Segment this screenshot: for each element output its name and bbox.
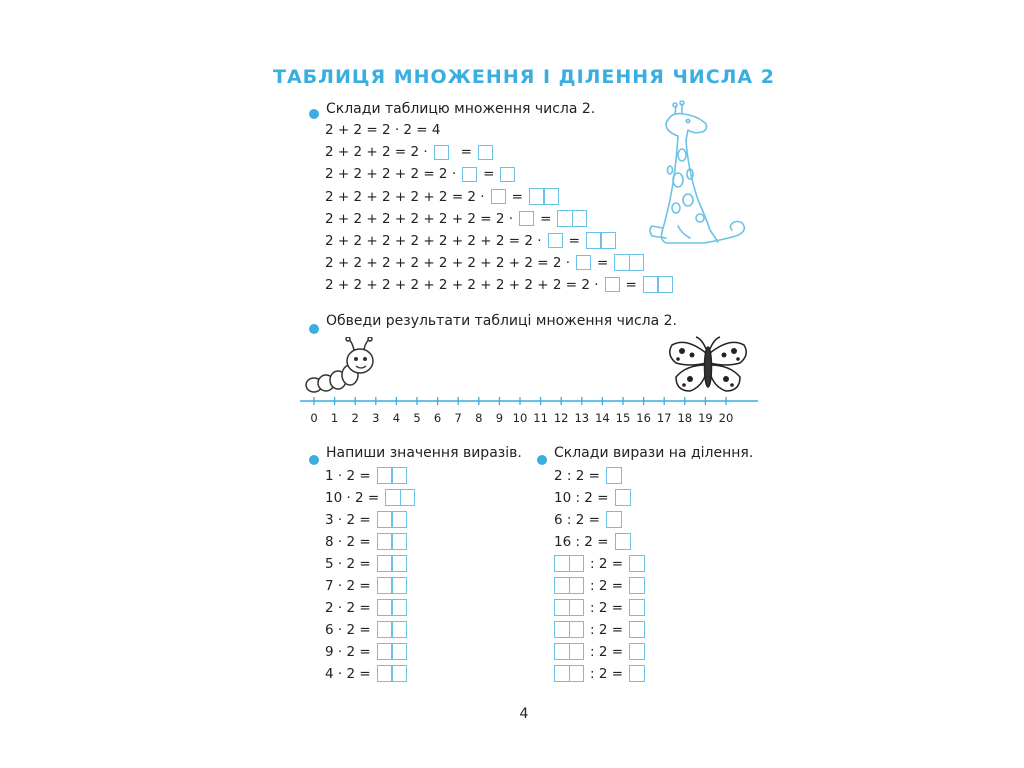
number-line-label[interactable]: 9 [495, 411, 504, 425]
expression: 4 · 2 = [325, 665, 371, 682]
number-line-label[interactable]: 13 [574, 411, 590, 425]
answer-box[interactable] [491, 189, 506, 204]
task4-line [554, 467, 622, 484]
task4-bullet [537, 450, 547, 469]
answer-box[interactable] [629, 555, 645, 572]
dividend-box[interactable] [554, 577, 584, 594]
task1-line: 2 + 2 + 2 + 2 + 2 + 2 + 2 + 2 + 2 = 2 · = [325, 276, 673, 293]
answer-box[interactable] [548, 233, 563, 248]
page-number: 4 [519, 706, 529, 722]
answer-box[interactable] [629, 577, 645, 594]
expression: 6 : 2 = [554, 511, 600, 528]
answer-box-double[interactable] [377, 555, 407, 572]
task4-blank-line [554, 599, 645, 616]
number-line-label[interactable]: 3 [372, 411, 380, 425]
task1-line: 2 + 2 + 2 = 2 · = [325, 144, 493, 160]
number-line-label[interactable]: 11 [533, 411, 548, 425]
answer-box-double[interactable] [643, 276, 673, 293]
task1-line: 2 + 2 + 2 + 2 + 2 + 2 + 2 + 2 = 2 · = [325, 254, 644, 271]
division-operator: : 2 = [590, 599, 624, 616]
task3-line [325, 511, 407, 528]
expression: 8 · 2 = [325, 533, 371, 550]
task1-line: 2 + 2 + 2 + 2 + 2 = 2 · = [325, 188, 559, 205]
answer-box-double[interactable] [557, 210, 587, 227]
number-line-label[interactable]: 10 [512, 411, 528, 425]
answer-box-double[interactable] [377, 511, 407, 528]
task1-line: 2 + 2 + 2 + 2 = 2 · = [325, 166, 515, 182]
answer-box[interactable] [629, 599, 645, 616]
answer-box-double[interactable] [586, 232, 616, 249]
task1-instruction: Склади таблицю множення числа 2. [326, 101, 596, 117]
division-operator: : 2 = [590, 621, 624, 638]
task3-line [325, 577, 407, 594]
answer-box[interactable] [629, 665, 645, 682]
answer-box-double[interactable] [377, 665, 407, 682]
number-line [300, 396, 760, 410]
dividend-box[interactable] [554, 555, 584, 572]
answer-box[interactable] [615, 489, 631, 506]
task4-blank-line [554, 555, 645, 572]
expression: 9 · 2 = [325, 643, 371, 660]
task4-line [554, 533, 631, 550]
task3-line [325, 643, 407, 660]
division-operator: : 2 = [590, 665, 624, 682]
giraffe-icon [648, 100, 748, 255]
number-line-label[interactable]: 2 [351, 411, 359, 425]
answer-box[interactable] [500, 167, 515, 182]
number-line-label[interactable]: 18 [677, 411, 693, 425]
answer-box[interactable] [519, 211, 534, 226]
task4-line [554, 489, 631, 506]
number-line-label[interactable]: 12 [553, 411, 569, 425]
number-line-label[interactable]: 20 [718, 411, 734, 425]
answer-box[interactable] [606, 511, 622, 528]
answer-box[interactable] [434, 145, 449, 160]
answer-box-double[interactable] [614, 254, 644, 271]
dividend-box[interactable] [554, 621, 584, 638]
task3-line [325, 555, 407, 572]
expression: 2 · 2 = [325, 599, 371, 616]
task4-blank-line [554, 665, 645, 682]
expression: 16 : 2 = [554, 533, 609, 550]
answer-box[interactable] [629, 621, 645, 638]
expression: 10 · 2 = [325, 489, 380, 506]
number-line-label[interactable]: 0 [310, 411, 318, 425]
task1-line: 2 + 2 + 2 + 2 + 2 + 2 = 2 · = [325, 210, 587, 227]
answer-box-double[interactable] [377, 467, 407, 484]
caterpillar-icon [304, 337, 384, 397]
task4-instruction: Склади вирази на ділення. [554, 445, 754, 461]
number-line-label[interactable]: 4 [392, 411, 401, 425]
expression: 7 · 2 = [325, 577, 371, 594]
number-line-label[interactable]: 17 [656, 411, 672, 425]
answer-box-double[interactable] [377, 533, 407, 550]
answer-box[interactable] [615, 533, 631, 550]
task3-line [325, 599, 407, 616]
division-operator: : 2 = [590, 643, 624, 660]
task1-line: 2 + 2 + 2 + 2 + 2 + 2 + 2 = 2 · = [325, 232, 616, 249]
task3-line [325, 467, 407, 484]
answer-box[interactable] [606, 467, 622, 484]
task2-instruction: Обведи результати таблиці множення числа 2. [326, 313, 677, 329]
task3-bullet [309, 450, 319, 469]
task3-line [325, 533, 407, 550]
task1-first-line: 2 + 2 = 2 · 2 = 4 [325, 122, 441, 138]
answer-box-double[interactable] [377, 599, 407, 616]
answer-box-double[interactable] [385, 489, 415, 506]
division-operator: : 2 = [590, 577, 624, 594]
division-operator: : 2 = [590, 555, 624, 572]
dividend-box[interactable] [554, 599, 584, 616]
page-title: ТАБЛИЦЯ МНОЖЕННЯ І ДІЛЕННЯ ЧИСЛА 2 [273, 66, 775, 88]
number-line-label[interactable]: 15 [615, 411, 631, 425]
task3-line [325, 665, 407, 682]
answer-box-double[interactable] [377, 621, 407, 638]
answer-box[interactable] [576, 255, 591, 270]
answer-box-double[interactable] [377, 577, 407, 594]
number-line-label[interactable]: 19 [698, 411, 713, 425]
answer-box-double[interactable] [377, 643, 407, 660]
answer-box-double[interactable] [529, 188, 559, 205]
expression: 3 · 2 = [325, 511, 371, 528]
number-line-label[interactable]: 7 [454, 411, 462, 425]
dividend-box[interactable] [554, 665, 584, 682]
number-line-label[interactable]: 8 [475, 411, 483, 425]
task3-line [325, 621, 407, 638]
number-line-label[interactable]: 16 [636, 411, 651, 425]
task4-line [554, 511, 622, 528]
butterfly-icon [666, 335, 750, 397]
number-line-label[interactable]: 14 [595, 411, 610, 425]
task3-line [325, 489, 415, 506]
expression: 10 : 2 = [554, 489, 609, 506]
dividend-box[interactable] [554, 643, 584, 660]
expression: 2 : 2 = [554, 467, 600, 484]
number-line-label[interactable]: 6 [433, 411, 442, 425]
number-line-label[interactable]: 1 [330, 411, 339, 425]
task4-blank-line [554, 643, 645, 660]
answer-box[interactable] [462, 167, 477, 182]
expression: 6 · 2 = [325, 621, 371, 638]
expression: 1 · 2 = [325, 467, 371, 484]
answer-box[interactable] [629, 643, 645, 660]
task1-bullet [309, 104, 319, 123]
answer-box[interactable] [478, 145, 493, 160]
number-line-label[interactable]: 5 [413, 411, 421, 425]
expression: 5 · 2 = [325, 555, 371, 572]
task3-instruction: Напиши значення виразів. [326, 445, 522, 461]
task4-blank-line [554, 577, 645, 594]
answer-box[interactable] [605, 277, 620, 292]
task4-blank-line [554, 621, 645, 638]
task2-bullet [309, 319, 319, 338]
